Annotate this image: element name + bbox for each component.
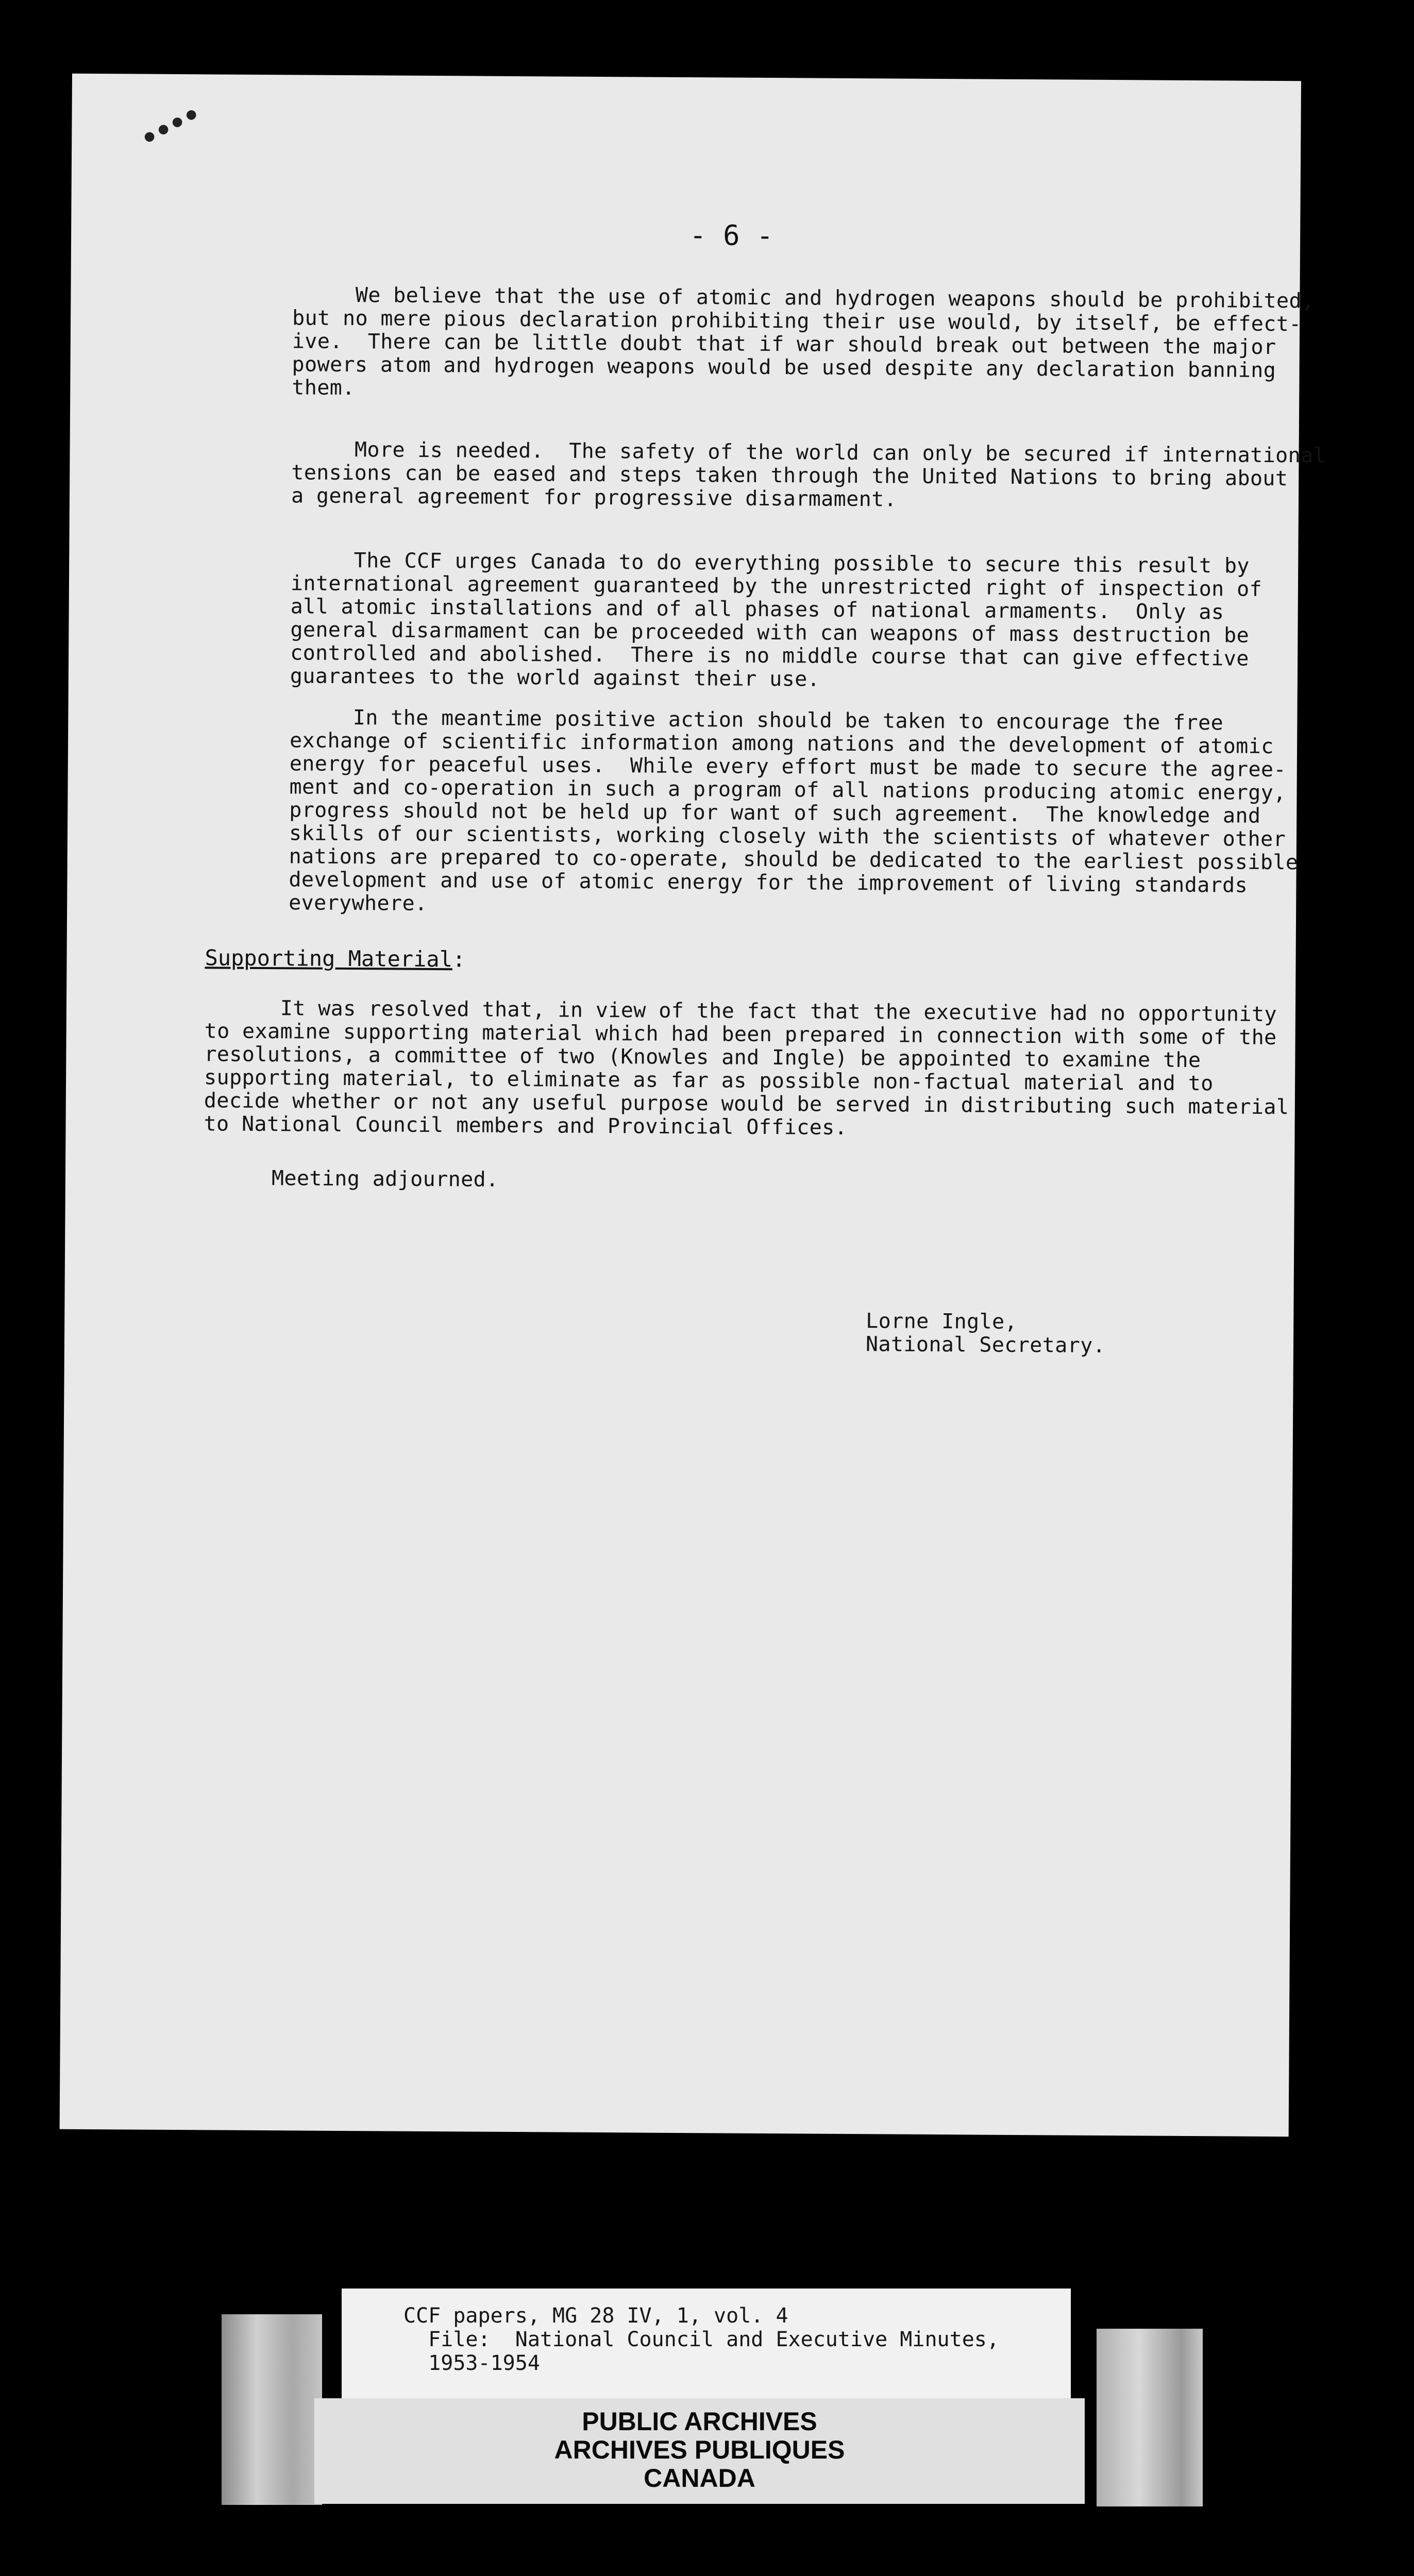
archive-stamp — [314, 2408, 1085, 2493]
meeting-adjourned: Meeting adjourned. — [271, 1166, 499, 1192]
stamp-line-public-archives: PUBLIC ARCHIVES — [582, 2407, 817, 2436]
stamp-line-archives-publiques: ARCHIVES PUBLIQUES — [554, 2435, 845, 2464]
paragraph-weapons-prohibition: We believe that the use of atomic and hydrogen weapons should be prohibited, but no mere pious declaration prohibiting their use would, by itself, be effect- ive. There can be little doubt that if war should break out between the major powers atom and hydrogen weapons would be used despite any declaration banning them. — [292, 283, 1315, 400]
page-number: - 6 - — [689, 219, 773, 252]
stamp-line-canada: CANADA — [644, 2464, 755, 2493]
section-heading — [205, 945, 465, 972]
signature-block: Lorne Ingle, National Secretary. — [865, 1309, 1106, 1358]
archive-reference-text: CCF papers, MG 28 IV, 1, vol. 4 File: National Council and Executive Minutes, 1953-1954 — [403, 2304, 999, 2375]
document-page — [60, 74, 1326, 2137]
margin-mark: •••• — [132, 96, 206, 160]
archive-reference-label — [342, 2289, 1071, 2402]
left-paper-strip — [222, 2314, 322, 2505]
paragraph-ccf-urges-canada: The CCF urges Canada to do everything possible to secure this result by international agreement guaranteed by the unrestricted right of inspection of all atomic installations and of all phases of national armaments. Only as general disarmament can be proceeded with can weapons of mass destruction be controlled and abolished. There is no middle course that can give effective guarantees to the world against their use. — [290, 548, 1262, 691]
paragraph-supporting-material: It was resolved that, in view of the fact that the executive had no opportunity to examine supporting material which had been prepared in connection with some of the resolutions, a committee of two (Knowles and Ingle) be appointed to examine the supporting material, to eliminate as far as possible non-factual material and to decide whether or not any useful purpose would be served in distributing such material to National Council members and Provincial Offices. — [204, 996, 1289, 1140]
section-heading-text: Supporting Material — [205, 945, 453, 972]
section-heading-colon: : — [452, 946, 466, 972]
paragraph-positive-action: In the meantime positive action should be taken to encourage the free exchange of scientific information among nations and the development of atomic energy for peaceful uses. While every effort must be made to secure the agree- ment and co-operation in such a program of all nations producing atomic energy, progress should not be held up for want of such agreement. The knowledge and skills of our scientists, working closely with the scientists of whatever other nations are prepared to co-operate, should be dedicated to the earliest possible development and use of atomic energy for the improvement of living standards everywhere. — [289, 705, 1299, 916]
right-paper-strip — [1097, 2329, 1203, 2506]
archive-stamp-label — [314, 2398, 1085, 2504]
paragraph-more-is-needed: More is needed. The safety of the world can only be secured if international tensions can be eased and steps taken through the United Nations to bring about a general agreement for progressive disarmament. — [291, 437, 1326, 512]
